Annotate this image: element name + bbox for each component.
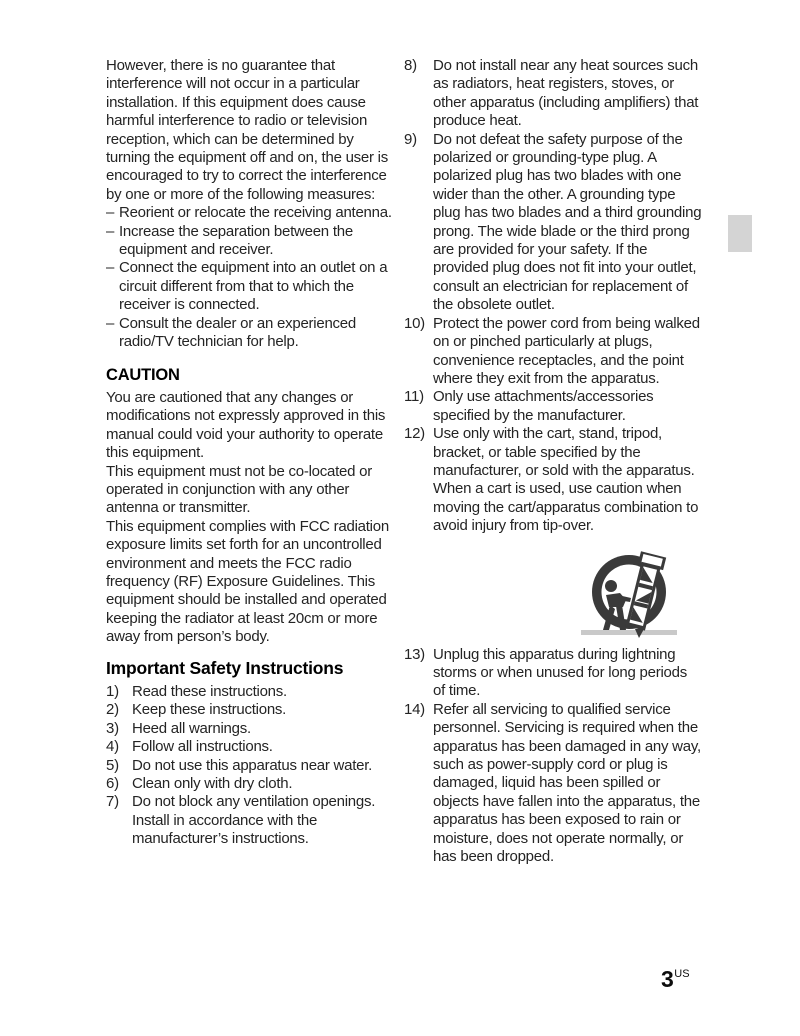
instruction-text: Do not defeat the safety purpose of the polarized or grounding-type plug. A polarized plug has two blades with one wider than the other. A grounding type plug has two blades and a third grounding prong. The wide blade or the third prong are provided for your safety. If the provided plug does not fit into your outlet, consult an electrician for replacement of the obsolete outlet. — [433, 130, 702, 314]
instruction-number: 5) — [106, 756, 119, 774]
instruction-text: Use only with the cart, stand, tripod, bracket, or table specified by the manufacturer, or sold with the apparatus. When a cart is used, use caution when moving the cart/apparatus combination to avoid injury from tip-over. — [433, 425, 699, 535]
dash-bullet: – — [106, 314, 115, 332]
instruction-text: Keep these instructions. — [132, 701, 287, 719]
measure-list-item — [106, 315, 400, 352]
instruction-number: 7) — [106, 793, 119, 811]
measure-text: Consult the dealer or an experienced radio/TV technician for help. — [119, 314, 356, 351]
measure-list-item — [106, 204, 400, 222]
instruction-item — [106, 720, 400, 738]
safety-instructions-heading: Important Safety Instructions — [106, 657, 344, 678]
instruction-item — [106, 757, 400, 775]
instruction-text: Read these instructions. — [132, 683, 287, 700]
instruction-number: 11) — [404, 388, 424, 406]
caution-paragraph-3: This equipment complies with FCC radiation exposure limits set forth for an uncontrolled environment and meets the FCC radio frequency (RF) Exposure Guidelines. This equipment should be installed and operated keeping the radiator at least 20cm or more away from person’s body. — [106, 517, 389, 646]
instruction-number: 4) — [106, 738, 119, 756]
instruction-item — [106, 738, 400, 756]
instruction-item — [106, 793, 400, 848]
instruction-text: Only use attachments/accessories specified by the manufacturer. — [433, 388, 654, 424]
instruction-text: Unplug this apparatus during lightning storms or when unused for long periods of time. — [433, 645, 687, 700]
instruction-item — [404, 57, 702, 131]
instruction-number: 14) — [404, 700, 425, 718]
instruction-item — [106, 701, 400, 719]
safety-instructions-list-13-14 — [404, 646, 702, 867]
instruction-item — [404, 388, 702, 425]
safety-instructions-list-8-12 — [404, 57, 702, 536]
instruction-text: Do not install near any heat sources such as radiators, heat registers, stoves, or other apparatus (including amplifiers) that produce heat. — [433, 57, 699, 130]
caution-heading: CAUTION — [106, 365, 180, 384]
dash-bullet: – — [106, 204, 115, 222]
measure-text: Increase the separation between the equipment and receiver. — [119, 222, 353, 259]
page-edge-tab — [728, 215, 752, 252]
instruction-number: 1) — [106, 683, 119, 700]
instruction-item — [404, 315, 702, 389]
instruction-item — [106, 683, 400, 701]
instruction-item — [106, 775, 400, 793]
instruction-number: 8) — [404, 57, 417, 74]
left-column — [106, 57, 400, 849]
instruction-item — [404, 131, 702, 315]
instruction-item — [404, 646, 702, 701]
instruction-number: 2) — [106, 701, 119, 719]
measure-list-item — [106, 259, 400, 314]
instruction-number: 13) — [404, 645, 425, 663]
right-column — [404, 57, 702, 866]
instruction-text: Do not use this apparatus near water. — [132, 756, 373, 774]
measure-text: Reorient or relocate the receiving antenna. — [119, 204, 392, 222]
page-number-value: 3 — [661, 966, 674, 992]
instruction-text: Follow all instructions. — [132, 738, 273, 756]
instruction-number: 9) — [404, 130, 417, 148]
instruction-number: 3) — [106, 719, 119, 737]
instruction-text: Clean only with dry cloth. — [132, 775, 293, 793]
dash-bullet: – — [106, 259, 115, 277]
instruction-text: Heed all warnings. — [132, 719, 251, 737]
instruction-item — [404, 425, 702, 535]
instruction-number: 12) — [404, 425, 425, 443]
dash-bullet: – — [106, 222, 115, 240]
caution-paragraph-2: This equipment must not be co-located or operated in conjunction with any other antenna or transmitter. — [106, 462, 372, 517]
ground-line — [581, 630, 677, 635]
measure-list-item — [106, 223, 400, 260]
cart-tip-over-warning-icon — [580, 551, 680, 639]
instruction-text: Protect the power cord from being walked on or pinched particularly at plugs, convenience receptacles, and the point where they exit from the apparatus. — [433, 314, 700, 387]
page-number — [661, 966, 690, 993]
page-number-region-suffix: US — [674, 968, 690, 980]
instruction-number: 10) — [404, 314, 425, 332]
instruction-item — [404, 701, 702, 867]
instruction-number: 6) — [106, 775, 119, 793]
measure-text: Connect the equipment into an outlet on a circuit different from that to which the receiver is connected. — [119, 259, 388, 314]
caution-paragraph-1: You are cautioned that any changes or modifications not expressly approved in this manual could void your authority to operate this equipment. — [106, 388, 386, 462]
safety-instructions-list-1-7 — [106, 683, 400, 849]
interference-measures-list — [106, 204, 400, 351]
instruction-text: Refer all servicing to qualified service personnel. Servicing is required when the apparatus has been damaged in any way, such as power-supply cord or plug is damaged, liquid has been spilled or objects have fallen into the apparatus, the apparatus has been exposed to rain or moisture, does not operate normally, or has been dropped. — [433, 700, 701, 866]
instruction-text: Do not block any ventilation openings. Install in accordance with the manufacturer’s instructions. — [132, 793, 376, 848]
fcc-interference-paragraph: However, there is no guarantee that interference will not occur in a particular installation. If this equipment does cause harmful interference to radio or television reception, which can be determined by turning the equipment off and on, the user is encouraged to try to correct the interference by one or more of the following measures: — [106, 57, 389, 203]
